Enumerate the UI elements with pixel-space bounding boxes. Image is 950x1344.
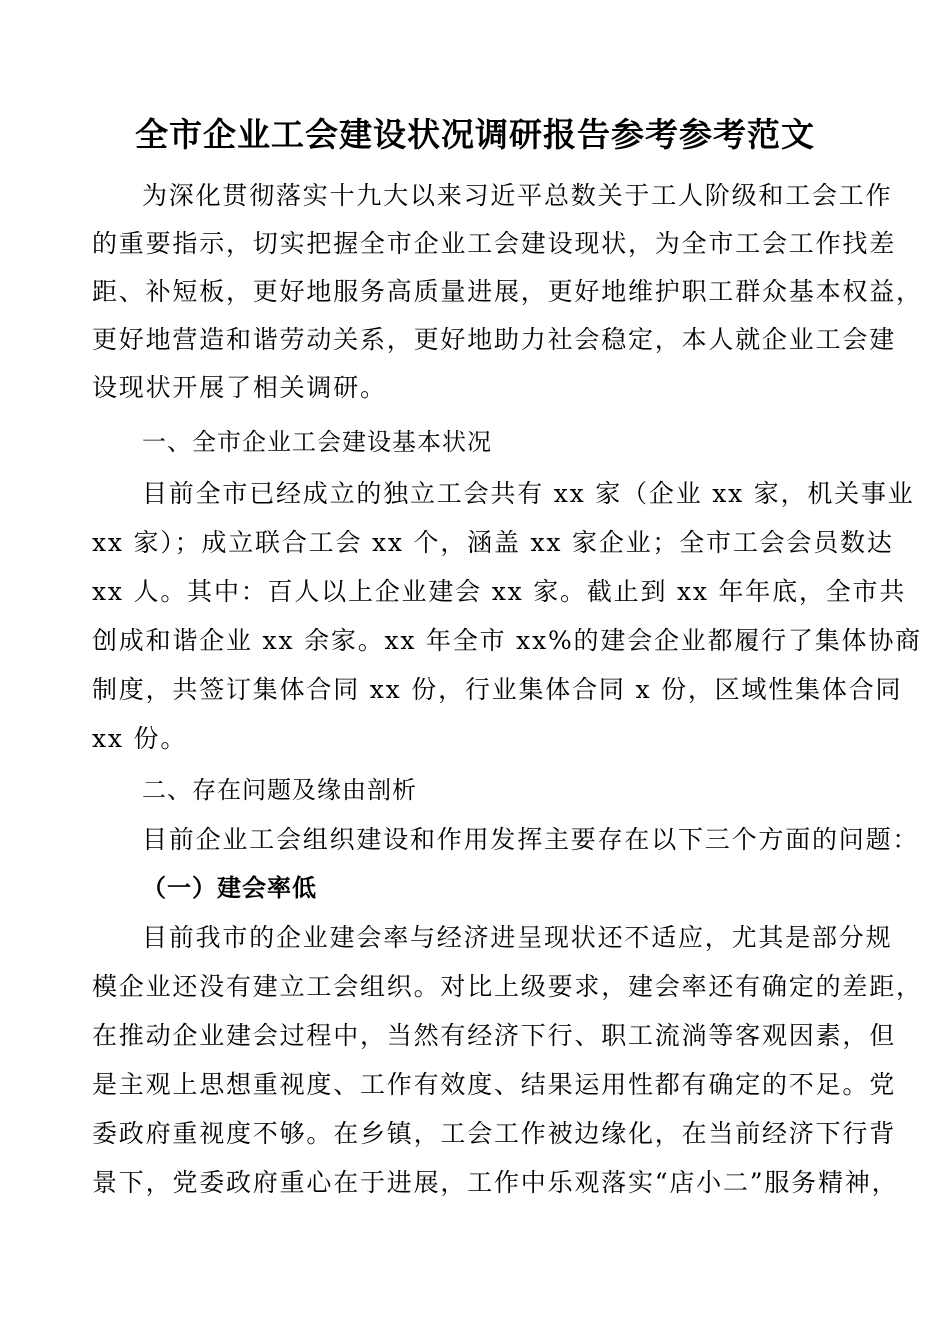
paragraph-line: 目前我市的企业建会率与经济进呈现状还不适应，尤其是部分规 <box>142 923 893 952</box>
subsection-heading: （一）建会率低 <box>142 874 317 902</box>
paragraph-line: 制度，共签订集体合同 xx 份，行业集体合同 x 份，区域性集体合同 <box>92 675 903 704</box>
paragraph-line: 距、补短板，更好地服务高质量进展，更好地维护职工群众基本权益， <box>92 277 923 306</box>
paragraph-line: 景下，党委政府重心在于进展，工作中乐观落实“店小二”服务精神， <box>92 1168 899 1197</box>
section-heading: 一、全市企业工会建设基本状况 <box>142 428 492 456</box>
paragraph-line: 在推动企业建会过程中，当然有经济下行、职工流淌等客观因素，但 <box>92 1021 897 1050</box>
paragraph-line: 创成和谐企业 xx 余家。xx 年全市 xx%的建会企业都履行了集体协商 <box>92 626 922 655</box>
paragraph-line: xx 人。其中：百人以上企业建会 xx 家。截止到 xx 年年底，全市共 <box>92 577 907 606</box>
paragraph-line: 目前企业工会组织建设和作用发挥主要存在以下三个方面的问题： <box>142 825 920 854</box>
paragraph-line: 目前全市已经成立的独立工会共有 xx 家（企业 xx 家，机关事业 <box>142 479 915 508</box>
paragraph-line: 模企业还没有建立工会组织。对比上级要求，建会率还有确定的差距， <box>92 972 923 1001</box>
paragraph-line: 为深化贯彻落实十九大以来习近平总数关于工人阶级和工会工作 <box>142 181 893 210</box>
paragraph-line: 设现状开展了相关调研。 <box>92 373 387 402</box>
paragraph-line: 委政府重视度不够。在乡镇，工会工作被边缘化，在当前经济下行背 <box>92 1119 897 1148</box>
paragraph-line: xx 份。 <box>92 724 188 753</box>
paragraph-line: 的重要指示，切实把握全市企业工会建设现状，为全市工会工作找差 <box>92 229 897 258</box>
paragraph-line: 是主观上思想重视度、工作有效度、结果运用性都有确定的不足。党 <box>92 1070 897 1099</box>
paragraph-line: xx 家）；成立联合工会 xx 个，涵盖 xx 家企业；全市工会会员数达 <box>92 528 894 557</box>
paragraph-line: 更好地营造和谐劳动关系，更好地助力社会稳定，本人就企业工会建 <box>92 325 897 354</box>
document-title: 全市企业工会建设状况调研报告参考参考范文 <box>135 115 815 154</box>
section-heading: 二、存在问题及缘由剖析 <box>142 776 417 804</box>
